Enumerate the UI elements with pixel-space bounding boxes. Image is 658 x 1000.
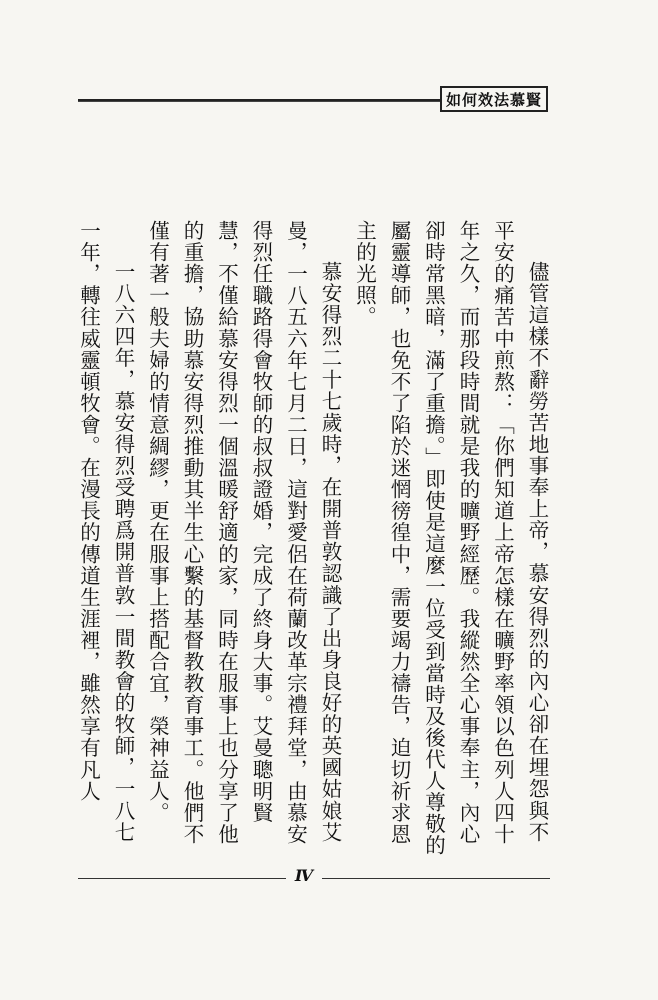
footer-rule-right (322, 878, 550, 879)
page-number: Ⅳ (294, 866, 314, 885)
body-text (74, 220, 554, 860)
paragraph: 慕安得烈二十七歲時，在開普敦認識了出身良好的英國姑娘艾曼，一八五六年七月二日，這對愛侶在荷蘭改革宗禮拜堂，由慕安得烈任職路得會牧師的叔叔證婚，完成了終身大事。艾曼聰明賢慧，不僅給慕安得烈一個溫暖舒適的家，同時在服事上也分享了他的重擔，協助慕安得烈推動其半生心繫的基督教教育事工。他們不僅有著一般夫婦的情意綢繆，更在服事上搭配合宜，榮神益人。 (145, 220, 342, 845)
header-rule (78, 99, 440, 102)
running-header-title: 如何效法慕賢 (440, 86, 548, 112)
paragraph: 一八六四年，慕安得烈受聘爲開普敦一間教會的牧師，一八七一年，轉往威靈頓牧會。在漫長的傳道生涯裡，雖然享有凡人 (76, 220, 135, 843)
paragraph: 儘管這樣不辭勞苦地事奉上帝，慕安得烈的內心卻在埋怨與不平安的痛苦中煎熬：「你們知道上帝怎樣在曠野率領以色列人四十年之久，而那段時間就是我的曠野經歷。我縱然全心事奉主，內心卻時常黑暗，滿了重擔。」即使是這麼一位受到當時及後代人尊敬的屬靈導師，也免不了陷於迷惘徬徨中，需要竭力禱告，迫切祈求恩主的光照。 (352, 220, 549, 857)
footer-rule-left (78, 878, 286, 879)
